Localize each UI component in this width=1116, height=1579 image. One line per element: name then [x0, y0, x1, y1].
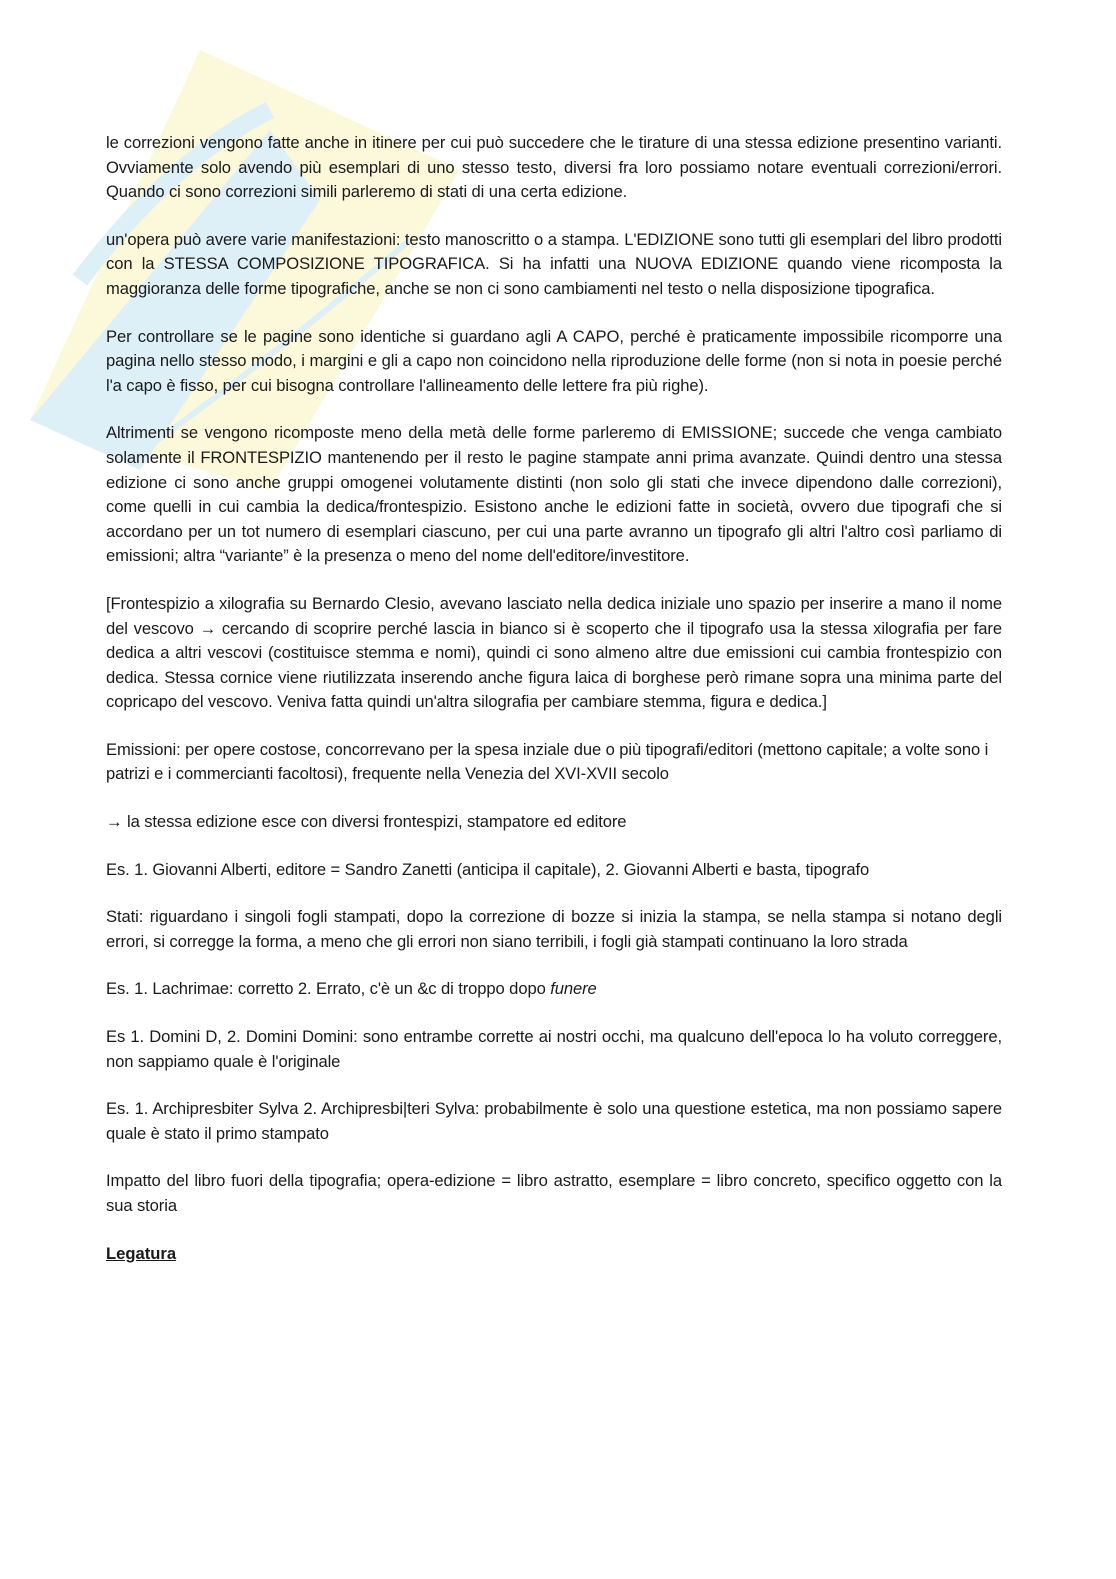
lachrimae-text: Es. 1. Lachrimae: corretto 2. Errato, c'è un &c di troppo dopo — [106, 979, 551, 999]
paragraph-stati-definition: Stati: riguardano i singoli fogli stampati, dopo la correzione di bozze si inizia la stampa, se nella stampa si notano degli errori, si corregge la forma, a meno che gli errori non siano terribili, i fogli già stampati continuano la loro strada — [106, 907, 1002, 951]
paragraph-edizione: un'opera può avere varie manifestazioni: testo manoscritto o a stampa. L'EDIZIONE sono tutti gli esemplari del libro prodotti con la STESSA COMPOSIZIONE TIPOGRAFICA. Si ha infatti una NUOVA EDIZIONE quando viene ricomposta la maggioranza delle forme tipografiche, anche se non ci sono cambiamenti nel testo o nella disposizione tipografica. — [106, 229, 1002, 298]
paragraph-a-capo: Per controllare se le pagine sono identiche si guardano agli A CAPO, perché è praticamente impossibile ricomporre una pagina nello stesso modo, i margini e gli a capo non coincidono nella riproduzione delle forme (non si nota in poesie perché l'a capo è fisso, per cui bisogna controllare l'allineamento delle lettere fra più righe). — [106, 326, 1002, 395]
paragraph-stati-intro: le correzioni vengono fatte anche in itinere per cui può succedere che le tirature di una stessa edizione presentino varianti. Ovviamente solo avendo più esemplari di uno stesso testo, diversi fra loro possiamo notare eventuali correzioni/errori. Quando ci sono correzioni simili parleremo di stati di una certa edizione. — [106, 133, 1002, 202]
paragraph-emissione: Altrimenti se vengono ricomposte meno della metà delle forme parleremo di EMISSIONE; succede che venga cambiato solamente il FRONTESPIZIO mantenendo per il resto le pagine stampate anni prima avanzate. Quindi dentro una stessa edizione ci sono anche gruppi omogenei volutamente distinti (non solo gli stati che invece dipendono dalle correzioni), come quelli in cui cambia la dedica/frontespizio. Esistono anche le edizioni fatte in società, ovvero due tipografi che si accordano per un tot numero di esemplari ciascuno, per cui una parte avranno un tipografo gli altri l'altro così parliamo di emissioni; altra “variante” è la presenza o meno del nome dell'editore/investitore. — [106, 423, 1002, 566]
paragraph-example-archipresbiter: Es. 1. Archipresbiter Sylva 2. Archipresbi|teri Sylva: probabilmente è solo una questione estetica, ma non possiamo sapere quale è stato il primo stampato — [106, 1099, 1002, 1143]
paragraph-example-domini: Es 1. Domini D, 2. Domini Domini: sono entrambe corrette ai nostri occhi, ma qualcuno dell'epoca lo ha voluto correggere, non sappiamo quale è l'originale — [106, 1027, 1002, 1071]
paragraph-example-alberti: Es. 1. Giovanni Alberti, editore = Sandro Zanetti (anticipa il capitale), 2. Giovanni Alberti e basta, tipografo — [106, 859, 870, 879]
paragraph-frontespizi-arrow: → la stessa edizione esce con diversi frontespizi, stampatore ed editore — [106, 812, 627, 832]
document-body — [106, 131, 1002, 1266]
paragraph-emissioni-venezia: Emissioni: per opere costose, concorrevano per la spesa inziale due o più tipografi/editori (mettono capitale; a volte sono i patrizi e i commercianti facoltosi), frequente nella Venezia del XVI-XVII secolo — [106, 739, 989, 784]
lachrimae-italic-word: funere — [550, 979, 597, 999]
paragraph-frontespizio-clesio: [Frontespizio a xilografia su Bernardo Clesio, avevano lasciato nella dedica iniziale uno spazio per inserire a mano il nome del vescovo → cercando di scoprire perché lascia in bianco si è scoperto che il tipografo usa la stessa xilografia per fare dedica a altri vescovi (costituisce stemma e nomi), quindi ci sono almeno altre due emissioni cui cambia frontespizio con dedica. Stessa cornice viene riutilizzata inserendo anche figura laica di borghese però rimane sopra una minima parte del copricapo del vescovo. Veniva fatta quindi un'altra silografia per cambiare stemma, figura e dedica.] — [106, 593, 1002, 712]
section-heading-legatura: Legatura — [106, 1243, 177, 1263]
paragraph-example-lachrimae — [106, 977, 1002, 1002]
paragraph-impatto: Impatto del libro fuori della tipografia; opera-edizione = libro astratto, esemplare = libro concreto, specifico oggetto con la sua storia — [106, 1171, 1002, 1215]
